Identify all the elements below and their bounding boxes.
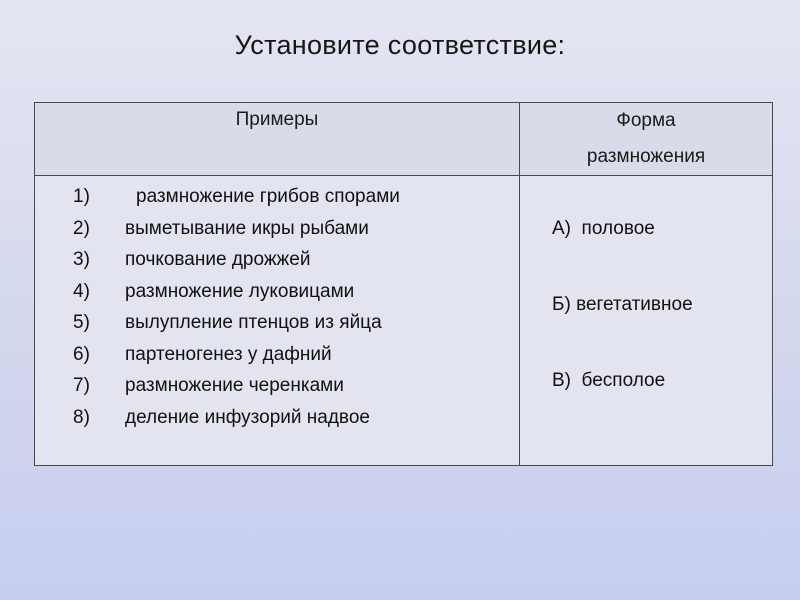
example-item [73,276,519,308]
form-header-line2: размножения [586,146,706,167]
example-item [73,370,519,402]
examples-cell [35,176,520,466]
example-text: размножение черенками [125,375,344,396]
example-item [73,339,519,371]
examples-list [35,176,519,433]
example-number: 8) [73,406,90,428]
example-item [73,181,519,213]
example-text: вылупление птенцов из яйца [125,312,382,333]
example-number: 4) [73,280,90,302]
example-item [73,307,519,339]
forms-list [520,176,772,400]
example-item [73,402,519,434]
example-text: деление инфузорий надвое [125,406,370,428]
example-item [73,213,519,245]
example-text: почкование дрожжей [125,249,311,270]
example-number: 6) [73,343,90,365]
examples-header [35,103,520,176]
example-item [73,244,519,276]
table-body-row [35,176,773,466]
example-number: 2) [73,217,90,239]
form-header-line1: Форма [616,110,676,131]
forms-cell [520,176,773,466]
form-option-sexual: А) половое [552,218,655,239]
example-text: выметывание икры рыбами [125,217,369,239]
example-text: размножение луковицами [125,280,355,302]
example-text: партеногенез у дафний [125,343,332,365]
example-number: 7) [73,375,90,396]
matching-table [34,102,773,466]
slide-title: Установите соответствие: [234,30,566,60]
form-header [520,103,773,176]
example-text: размножение грибов спорами [136,186,400,207]
form-option-vegetative: Б) вегетативное [552,294,693,315]
example-number: 1) [73,186,90,207]
example-number: 3) [73,249,90,270]
form-option-asexual: В) бесполое [552,370,666,391]
examples-header-label: Примеры [235,109,319,130]
example-number: 5) [73,312,90,333]
table-header-row [35,103,773,176]
